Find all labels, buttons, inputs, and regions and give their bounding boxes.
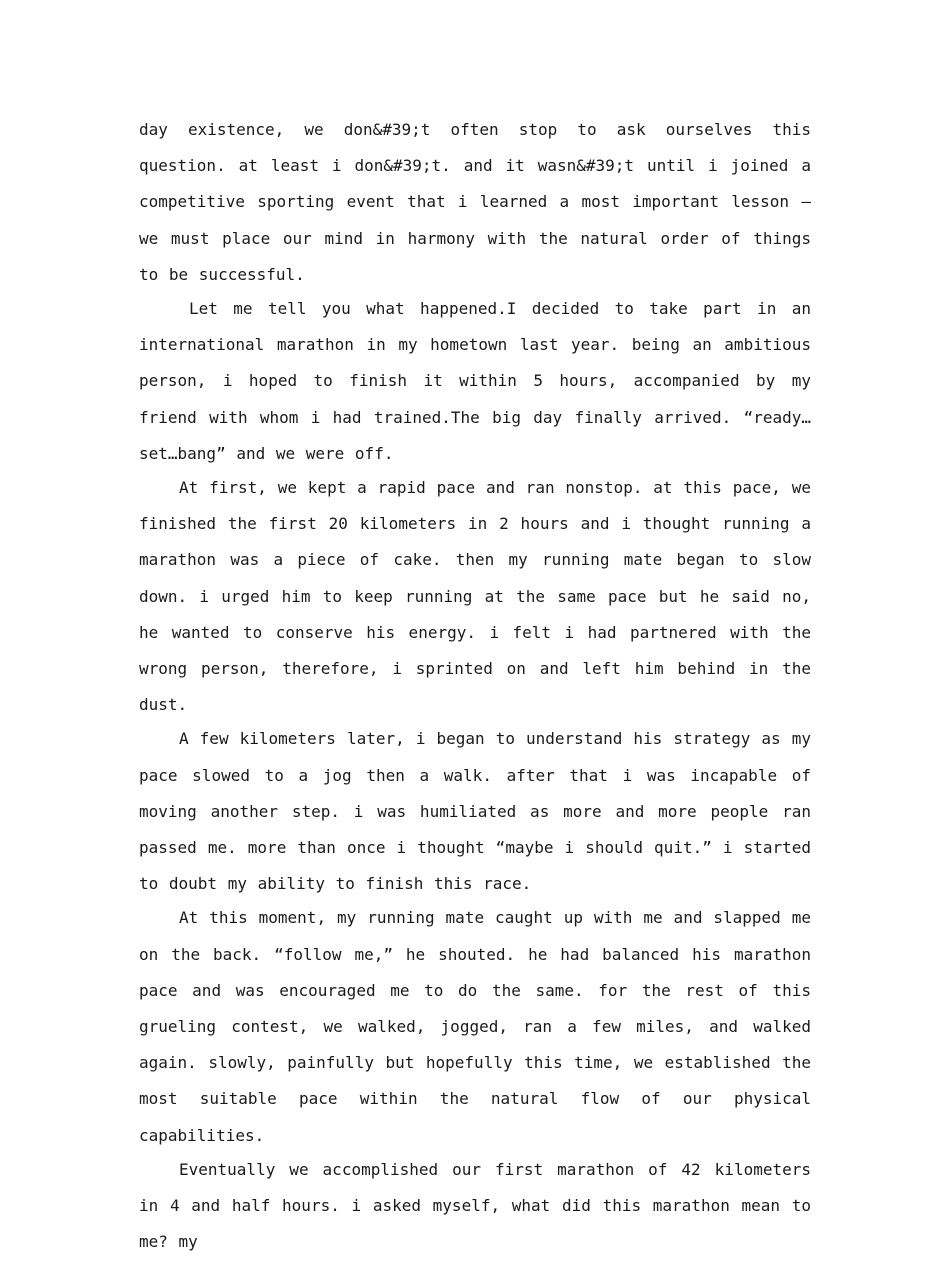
paragraph-intro-continuation: day existence, we don&#39;t often stop to ask ourselves this question. at least i don&#39;t. and it wasn&#39;t until i joined a competitive sporting event that i learned a most important lesson – we must place our mind in harmony with the natural order of things to be successful. [139,120,811,284]
paragraph-at-first: At first, we kept a rapid pace and ran nonstop. at this pace, we finished the first 20 kilometers in 2 hours and i thought running a marathon was a piece of cake. then my running mate began to slow down. i urged him to keep running at the same pace but he said no, he wanted to conserve his energy. i felt i had partnered with the wrong person, therefore, i sprinted on and left him behind in the dust. [139,478,811,715]
document-page [139,112,811,1261]
paragraph-what-happened: Let me tell you what happened.I decided to take part in an international marathon in my hometown last year. being an ambitious person, i hoped to finish it within 5 hours, accompanied by my friend with whom i had trained.The big day finally arrived. “ready…set…bang” and we were off. [139,299,811,463]
paragraph-few-kilometers-later: A few kilometers later, i began to understand his strategy as my pace slowed to a jog then a walk. after that i was incapable of moving another step. i was humiliated as more and more people ran passed me. more than once i thought “maybe i should quit.” i started to doubt my ability to finish this race. [139,729,811,894]
paragraph-running-mate-caught-up: At this moment, my running mate caught up with me and slapped me on the back. “follow me,” he shouted. he had balanced his marathon pace and was encouraged me to do the same. for the rest of this grueling contest, we walked, jogged, ran a few miles, and walked again. slowly, painfully but hopefully this time, we established the most suitable pace within the natural flow of our physical capabilities. [139,908,811,1145]
paragraph-eventually: Eventually we accomplished our first marathon of 42 kilometers in 4 and half hours. i asked myself, what did this marathon mean to me? my [139,1159,811,1252]
